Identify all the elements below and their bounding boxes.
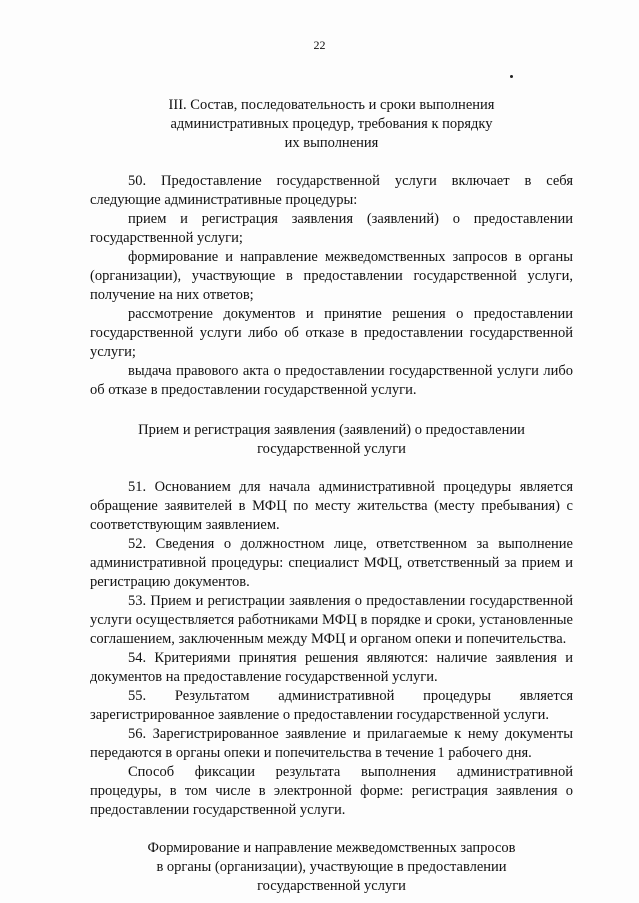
subheading (90, 839, 573, 896)
subheading-line: Формирование и направление межведомственных запросов (147, 840, 516, 856)
section-heading-line: III. Состав, последовательность и сроки выполнения (168, 97, 495, 113)
document-body (90, 96, 573, 896)
paragraph: выдача правового акта о предоставлении государственной услуги либо об отказе в предоставлении государственной услуги. (90, 363, 573, 398)
paragraph: 50. Предоставление государственной услуги включает в себя следующие административные процедуры: (90, 173, 573, 208)
paragraph: 55. Результатом административной процедуры является зарегистрированное заявление о предоставлении государственной услуги. (90, 688, 573, 723)
subheading (90, 421, 573, 459)
section-heading-line: административных процедур, требования к порядку (170, 116, 493, 132)
paragraph: 53. Прием и регистрации заявления о предоставлении государственной услуги осуществляется работниками МФЦ в порядке и сроки, установленные соглашением, заключенным между МФЦ и органом опеки и попечительства. (90, 593, 573, 647)
subheading-line: в органы (организации), участвующие в предоставлении (156, 859, 507, 875)
subheading-line: государственной услуги (257, 878, 406, 894)
paragraph: 52. Сведения о должностном лице, ответственном за выполнение административной процедуры: специалист МФЦ, ответственный за прием и регистрацию документов. (90, 536, 573, 590)
paragraph: рассмотрение документов и принятие решения о предоставлении государственной услуги либо об отказе в предоставлении государственной услуги; (90, 306, 573, 360)
section-heading (90, 96, 573, 153)
paragraph: прием и регистрация заявления (заявлений) о предоставлении государственной услуги; (90, 211, 573, 246)
paragraph: Способ фиксации результата выполнения административной процедуры, в том числе в электронной форме: регистрация заявления о предоставлении государственной услуги. (90, 764, 573, 818)
paragraph: формирование и направление межведомственных запросов в органы (организации), участвующие в предоставлении государственной услуги, получение на них ответов; (90, 249, 573, 303)
section-heading-line: их выполнения (284, 135, 379, 151)
subheading-line: государственной услуги (257, 441, 406, 457)
subheading-line: Прием и регистрация заявления (заявлений) о предоставлении (138, 422, 525, 438)
paragraph: 51. Основанием для начала административной процедуры является обращение заявителей в МФЦ по месту жительства (месту пребывания) с соответствующим заявлением. (90, 479, 573, 533)
scan-speck (510, 75, 513, 78)
paragraph: 56. Зарегистрированное заявление и прилагаемые к нему документы передаются в органы опеки и попечительства в течение 1 рабочего дня. (90, 726, 573, 761)
page-number: 22 (313, 38, 326, 52)
paragraph: 54. Критериями принятия решения являются: наличие заявления и документов на предоставление государственной услуги. (90, 650, 573, 685)
